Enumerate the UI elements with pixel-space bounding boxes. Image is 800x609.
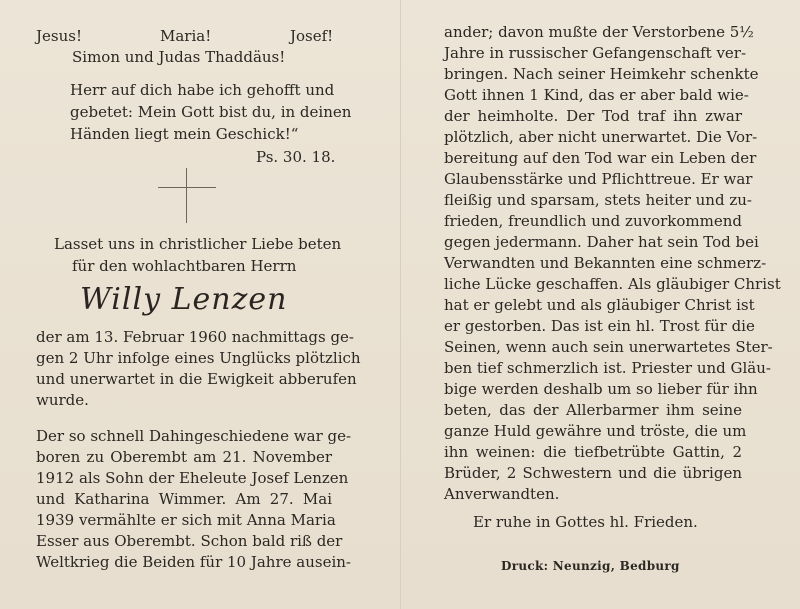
header-maria: Maria! <box>160 27 212 45</box>
body-line: beten, das der Allerbarmer ihm seine <box>444 401 742 419</box>
header-saints: Simon und Judas Thaddäus! <box>72 48 286 66</box>
paragraph-2-line: boren zu Oberembt am 21. November <box>36 448 332 466</box>
right-page <box>400 0 800 609</box>
paragraph-2-line: 1939 vermählte er sich mit Anna Maria <box>36 511 336 529</box>
body-line: Brüder, 2 Schwestern und die übrigen <box>444 464 742 482</box>
body-line: ben tief schmerzlich ist. Priester und Gläu- <box>444 359 771 377</box>
body-line: ander; davon mußte der Verstorbene 5½ <box>444 23 754 41</box>
header-jesus: Jesus! <box>36 27 82 45</box>
closing-blessing: Er ruhe in Gottes hl. Frieden. <box>473 513 698 531</box>
header-josef: Josef! <box>290 27 334 45</box>
body-line: Seinen, wenn auch sein unerwartetes Ster- <box>444 338 773 356</box>
cross-icon-bar <box>158 187 216 188</box>
body-line: Glaubensstärke und Pflichttreue. Er war <box>444 170 753 188</box>
body-line: bereitung auf den Tod war ein Leben der <box>444 149 757 167</box>
psalm-reference: Ps. 30. 18. <box>256 148 336 166</box>
paragraph-1-line: und unerwartet in die Ewigkeit abberufen <box>36 370 357 388</box>
psalm-line: Händen liegt mein Geschick!“ <box>70 125 299 143</box>
body-line: der heimholte. Der Tod traf ihn zwar <box>444 107 742 125</box>
body-line: gegen jedermann. Daher hat sein Tod bei <box>444 233 759 251</box>
body-line: Anverwandten. <box>444 485 560 503</box>
paragraph-2-line: und Katharina Wimmer. Am 27. Mai <box>36 490 332 508</box>
cross-icon <box>186 168 187 223</box>
body-line: fleißig und sparsam, stets heiter und zu- <box>444 191 752 209</box>
printer-credit: Druck: Neunzig, Bedburg <box>501 559 680 573</box>
paragraph-2-line: Esser aus Oberembt. Schon bald riß der <box>36 532 343 550</box>
paragraph-1-line: wurde. <box>36 391 89 409</box>
body-line: ganze Huld gewähre und tröste, die um <box>444 422 747 440</box>
body-line: bringen. Nach seiner Heimkehr schenkte <box>444 65 759 83</box>
body-line: bige werden deshalb um so lieber für ihn <box>444 380 758 398</box>
paragraph-1-line: der am 13. Februar 1960 nachmittags ge- <box>36 328 354 346</box>
paragraph-2-line: 1912 als Sohn der Eheleute Josef Lenzen <box>36 469 349 487</box>
body-line: ihn weinen: die tiefbetrübte Gattin, 2 <box>444 443 742 461</box>
body-line: liche Lücke geschaffen. Als gläubiger Christ <box>444 275 781 293</box>
body-line: Jahre in russischer Gefangenschaft ver- <box>444 44 747 62</box>
deceased-name: Willy Lenzen <box>80 282 288 317</box>
body-line: plötzlich, aber nicht unerwartet. Die Vor- <box>444 128 758 146</box>
paragraph-1-line: gen 2 Uhr infolge eines Unglücks plötzlich <box>36 349 361 367</box>
paragraph-2-line: Weltkrieg die Beiden für 10 Jahre ausein- <box>36 553 351 571</box>
prayer-line: für den wohlachtbaren Herrn <box>72 257 297 275</box>
paragraph-2-line: Der so schnell Dahingeschiedene war ge- <box>36 427 352 445</box>
body-line: hat er gelebt und als gläubiger Christ ist <box>444 296 755 314</box>
body-line: er gestorben. Das ist ein hl. Trost für die <box>444 317 755 335</box>
prayer-line: Lasset uns in christlicher Liebe beten <box>54 235 342 253</box>
psalm-line: Herr auf dich habe ich gehofft und <box>70 81 335 99</box>
body-line: Verwandten und Bekannten eine schmerz- <box>444 254 767 272</box>
body-line: frieden, freundlich und zuvorkommend <box>444 212 742 230</box>
body-line: Gott ihnen 1 Kind, das er aber bald wie- <box>444 86 749 104</box>
psalm-line: gebetet: Mein Gott bist du, in deinen <box>70 103 352 121</box>
